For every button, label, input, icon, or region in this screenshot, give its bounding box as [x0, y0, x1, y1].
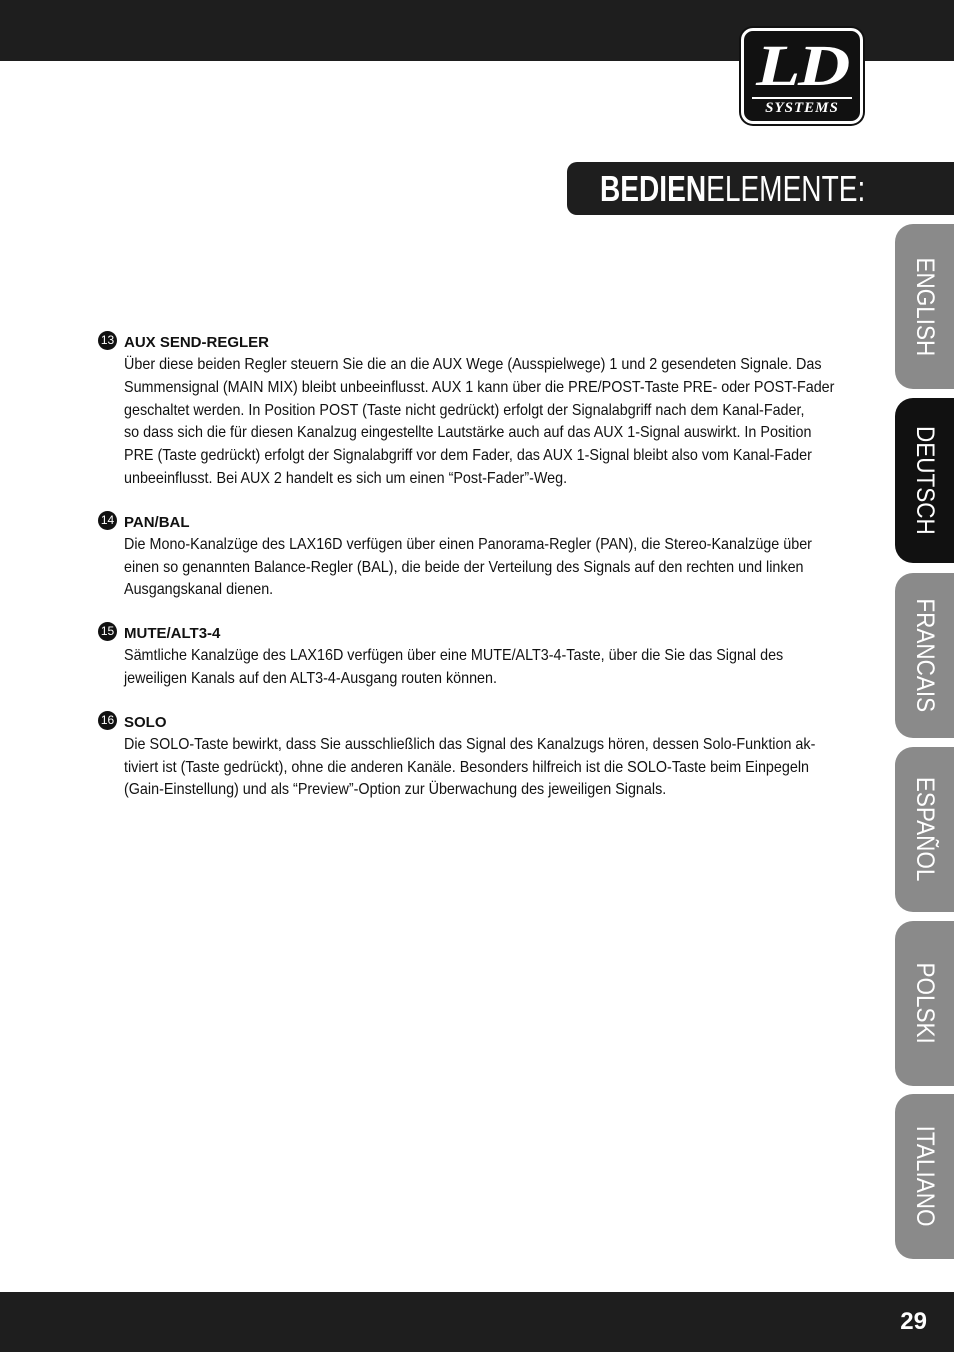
body-line: tiviert ist (Taste gedrückt), ohne die anderen Kanäle. Besonders hilfreich ist die SOLO-Taste beim Einpegeln: [124, 758, 809, 776]
body-line: Ausgangskanal dienen.: [124, 581, 274, 599]
page-title-light: ELEMENTE:: [706, 167, 866, 209]
logo-systems-text: SYSTEMS: [752, 97, 852, 117]
section-body: [124, 534, 855, 602]
section-body: [124, 645, 855, 691]
body-line: Die SOLO-Taste bewirkt, dass Sie ausschließlich das Signal des Kanalzugs hören, dessen Solo-Funktion ak-: [124, 735, 816, 753]
section-heading: AUX SEND-REGLER: [124, 334, 270, 351]
tab-espanol[interactable]: [895, 747, 954, 912]
page-title-bold: BEDIEN: [600, 167, 707, 209]
section-heading: SOLO: [124, 713, 167, 731]
logo-ld-text: LD: [756, 33, 848, 98]
section-number-badge: 13: [98, 331, 117, 350]
section-body: [124, 734, 855, 802]
body-line: geschaltet werden. In Position POST (Taste nicht gedrückt) erfolgt der Signalabgriff nach dem Kanal-Fader,: [124, 401, 805, 419]
body-line: Über diese beiden Regler steuern Sie die an die AUX Wege (Ausspielwege) 1 und 2 gesendeten Signale. Das: [124, 356, 822, 373]
body-line: unbeeinflusst. Bei AUX 2 handelt es sich um einen “Post-Fader”-Weg.: [124, 469, 568, 487]
body-line: einen so genannten Balance-Regler (BAL), die beide der Verteilung des Signals auf den rechten und linken: [124, 558, 804, 576]
tab-deutsch[interactable]: [895, 398, 954, 563]
body-line: Summensignal (MAIN MIX) bleibt unbeeinflusst. AUX 1 kann über die PRE/POST-Taste PRE- oder POST-Fader: [124, 378, 835, 396]
tab-label: DEUTSCH: [911, 426, 939, 535]
section-number-badge: 15: [98, 622, 117, 641]
section-mute-alt: [98, 622, 858, 691]
tab-label: ENGLISH: [911, 257, 939, 356]
section-number-badge: 14: [98, 511, 117, 530]
tab-label: ITALIANO: [911, 1126, 939, 1227]
ld-systems-logo: [741, 28, 863, 124]
tab-label: POLSKI: [911, 962, 939, 1045]
body-line: so dass sich die für diesen Kanalzug eingestellte Lautstärke auch auf das AUX 1-Signal auswirkt. In Position: [124, 424, 812, 442]
section-solo: [98, 711, 858, 802]
section-body: [124, 354, 855, 491]
section-heading: MUTE/ALT3-4: [124, 625, 221, 643]
tab-francais[interactable]: [895, 573, 954, 738]
section-aux-send: [98, 331, 858, 491]
tab-polski[interactable]: [895, 921, 954, 1086]
tab-italiano[interactable]: [895, 1094, 954, 1259]
tab-label: FRANCAIS: [911, 598, 939, 713]
body-line: (Gain-Einstellung) und als “Preview”-Option zur Überwachung des jeweiligen Signals.: [124, 781, 667, 799]
body-line: jeweiligen Kanals auf den ALT3-4-Ausgang routen können.: [124, 669, 498, 687]
tab-label: ESPAÑOL: [911, 777, 939, 882]
page-number: 29: [900, 1308, 927, 1335]
section-heading: PAN/BAL: [124, 513, 190, 531]
body-line: PRE (Taste gedrückt) erfolgt der Signalabgriff vor dem Fader, das AUX 1-Signal bleibt also vom Kanal-Fader: [124, 447, 812, 465]
page-title: [600, 168, 865, 210]
section-number-badge: 16: [98, 711, 117, 730]
tab-english[interactable]: [895, 224, 954, 389]
content-area: [98, 331, 858, 822]
body-line: Sämtliche Kanalzüge des LAX16D verfügen über eine MUTE/ALT3-4-Taste, über die Sie das Signal des: [124, 647, 784, 665]
section-pan-bal: [98, 511, 858, 602]
bottom-bar: [0, 1292, 954, 1352]
section-title-bar: [567, 162, 954, 215]
body-line: Die Mono-Kanalzüge des LAX16D verfügen über einen Panorama-Regler (PAN), die Stereo-Kanalzüge über: [124, 535, 812, 553]
